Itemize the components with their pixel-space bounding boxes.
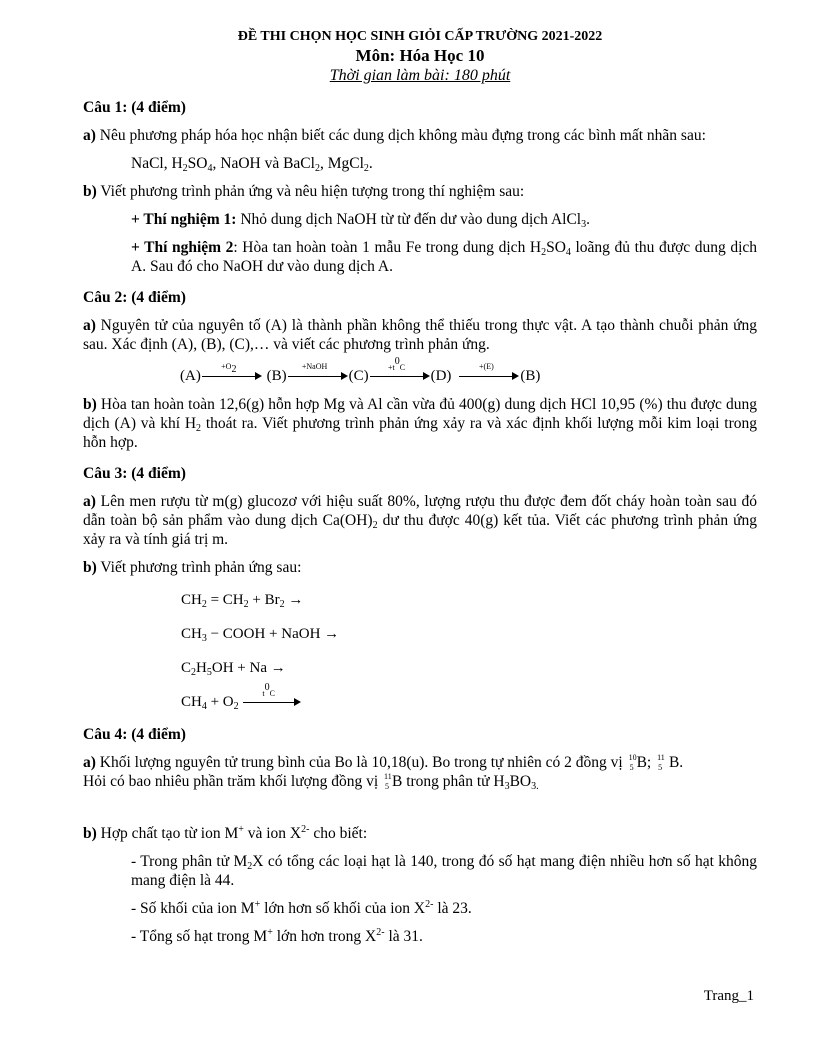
question-4b-condition-2: - Số khối của ion M+ lớn hơn số khối của ion $X^{2-}$ là 23. xyxy=(131,899,472,917)
question-2-heading: Câu 2: (4 điểm) xyxy=(83,289,186,306)
question-2a: a) Nguyên tử của nguyên tố (A) là thành phần không thể thiếu trong thực vật. A tạo thành chuỗi phản ứng sau. Xác định (A), (B), (C),… và viết các phương trình phản ứng. xyxy=(83,317,757,353)
question-1b: b) Viết phương trình phản ứng và nêu hiện tượng trong thí nghiệm sau: xyxy=(83,183,525,200)
isotope-notation: 11 5 xyxy=(657,753,665,772)
exam-header xyxy=(83,28,757,86)
question-1-heading: Câu 1: (4 điểm) xyxy=(83,99,186,116)
reaction-arrow: +(E) xyxy=(459,368,519,382)
question-4b: b) Hợp chất tạo từ ion M+ và ion $X^{2-}$ cho biết: xyxy=(83,824,368,842)
isotope-notation: 10 5 xyxy=(628,753,637,772)
reaction-arrow: +NaOH xyxy=(288,368,348,382)
reaction-arrow: $+O_2$ xyxy=(202,368,262,382)
equation-3: $C_2H_5OH + Na$ → xyxy=(181,660,286,678)
experiment-2: + Thí nghiệm 2: Hòa tan hoàn toàn 1 mẫu Fe trong dung dịch $H_2SO_4$ loãng đủ thu được dung dịch A. Sau đó cho NaOH dư vào dung dịch A. xyxy=(131,239,758,275)
exam-page xyxy=(83,28,757,946)
question-4-heading: Câu 4: (4 điểm) xyxy=(83,726,186,743)
reaction-arrow: $t^0C$ xyxy=(243,694,301,708)
question-2b: b) Hòa tan hoàn toàn 12,6(g) hỗn hợp Mg và Al cần vừa đủ 400(g) dung dịch HCl 10,95 (%) thu được dung dịch (A) và khí $H_2$ thoát ra. Viết phương trình phản ứng xảy ra và xác định khối lượng mỗi kim loại trong hỗn hợp. xyxy=(83,396,757,451)
equation-2: $CH_3$ − COOH + NaOH → xyxy=(181,626,340,644)
question-3-heading: Câu 3: (4 điểm) xyxy=(83,465,186,482)
equation-1: $CH_2 = CH_2 + Br_2$ → xyxy=(181,592,304,610)
question-3b: b) Viết phương trình phản ứng sau: xyxy=(83,559,302,576)
chain-species: (A) xyxy=(180,368,201,384)
page-number: Trang_1 xyxy=(703,988,754,1004)
equation-4: $CH_4 + O_2$ $t^0C$ xyxy=(181,691,757,713)
exam-time: Thời gian làm bài: 180 phút xyxy=(329,67,511,84)
reaction-arrow: $+t^0C$ xyxy=(370,368,430,382)
question-4b-condition-1: - Trong phân tử $M_2X$ có tổng các loại hạt là 140, trong đó số hạt mang điện nhiều hơn số hạt không mang điện là 44. xyxy=(131,853,757,889)
chain-species: (C) xyxy=(348,368,369,384)
chain-species: (D) xyxy=(430,368,452,384)
exam-subject: Môn: Hóa Học 10 xyxy=(355,46,485,65)
reaction-chain xyxy=(180,356,757,386)
chain-species: (B) xyxy=(266,368,287,384)
question-1a-items: NaCl, $H_2SO_4$, NaOH và BaCl$_2$, MgCl$_2$. xyxy=(131,155,373,174)
question-4b-condition-3: - Tổng số hạt trong M+ lớn hơn trong $X^{2-}$ là 31. xyxy=(131,927,423,945)
experiment-1: + Thí nghiệm 1: Nhỏ dung dịch NaOH từ từ đến dư vào dung dịch AlCl$_3$. xyxy=(131,211,590,230)
question-4a: a) Khối lượng nguyên tử trung bình của Bo là 10,18(u). Bo trong tự nhiên có 2 đồng vị 10 5 B; 11 5 B. Hỏi có bao nhiêu phần trăm khối lượng đồng vị 11 5 B trong phân tử $H_3BO_{3.}$ xyxy=(83,753,684,792)
isotope-notation: 11 5 xyxy=(384,772,392,791)
question-3a: a) Lên men rượu từ m(g) glucozơ với hiệu suất 80%, lượng rượu thu được đem đốt cháy hoàn toàn sau đó dẫn toàn bộ sản phẩm vào dung dịch $Ca(OH)_2$ dư thu được 40(g) kết tủa. Viết các phương trình phản ứng xảy ra và tính giá trị m. xyxy=(83,493,757,548)
chain-species: (B) xyxy=(520,368,541,384)
exam-title: ĐỀ THI CHỌN HỌC SINH GIỎI CẤP TRƯỜNG 2021-2022 xyxy=(237,29,603,44)
question-1a: a) Nêu phương pháp hóa học nhận biết các dung dịch không màu đựng trong các bình mất nhãn sau: xyxy=(83,127,706,144)
